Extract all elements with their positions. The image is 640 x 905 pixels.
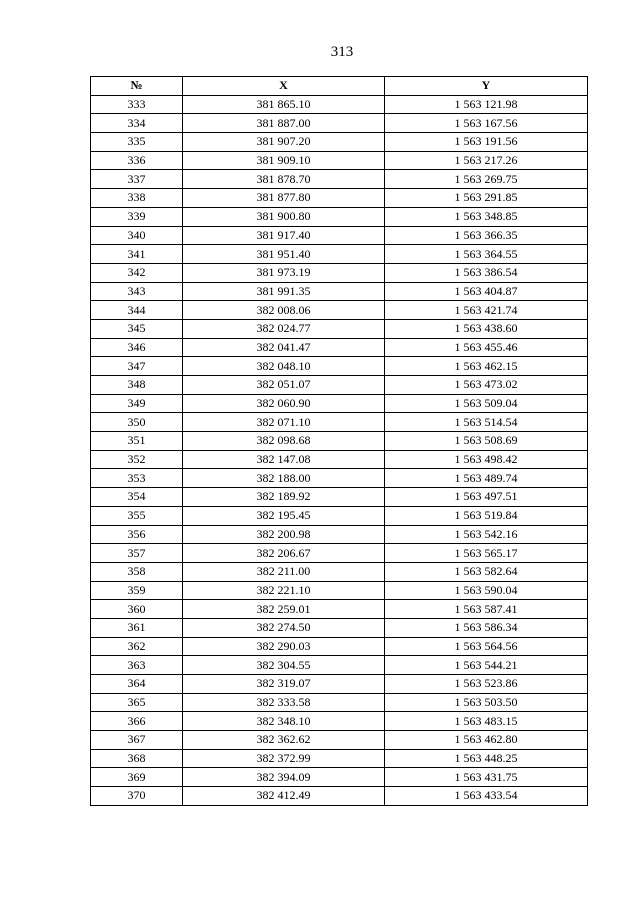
- table-row: [91, 114, 588, 133]
- table-row: [91, 731, 588, 750]
- table-row: [91, 170, 588, 189]
- cell-number: 341: [91, 245, 183, 264]
- cell-y: 1 563 542.16: [385, 525, 588, 544]
- cell-x: 382 071.10: [183, 413, 385, 432]
- table-row: [91, 656, 588, 675]
- table-row: [91, 319, 588, 338]
- cell-number: 348: [91, 376, 183, 395]
- cell-y: 1 563 431.75: [385, 768, 588, 787]
- cell-x: 382 290.03: [183, 637, 385, 656]
- table-row: [91, 95, 588, 114]
- header-number: №: [91, 77, 183, 96]
- table-row: [91, 263, 588, 282]
- cell-y: 1 563 291.85: [385, 189, 588, 208]
- cell-x: 382 348.10: [183, 712, 385, 731]
- cell-number: 338: [91, 189, 183, 208]
- cell-number: 357: [91, 544, 183, 563]
- cell-x: 381 887.00: [183, 114, 385, 133]
- cell-y: 1 563 497.51: [385, 488, 588, 507]
- cell-y: 1 563 421.74: [385, 301, 588, 320]
- cell-number: 346: [91, 338, 183, 357]
- table-row: [91, 469, 588, 488]
- table-row: [91, 562, 588, 581]
- cell-y: 1 563 348.85: [385, 207, 588, 226]
- table-row: [91, 675, 588, 694]
- cell-y: 1 563 489.74: [385, 469, 588, 488]
- cell-x: 382 206.67: [183, 544, 385, 563]
- cell-y: 1 563 519.84: [385, 506, 588, 525]
- table-row: [91, 376, 588, 395]
- cell-x: 382 195.45: [183, 506, 385, 525]
- cell-y: 1 563 364.55: [385, 245, 588, 264]
- table-row: [91, 207, 588, 226]
- cell-y: 1 563 523.86: [385, 675, 588, 694]
- table-row: [91, 133, 588, 152]
- cell-number: 352: [91, 450, 183, 469]
- cell-y: 1 563 473.02: [385, 376, 588, 395]
- cell-number: 350: [91, 413, 183, 432]
- cell-number: 360: [91, 600, 183, 619]
- cell-number: 358: [91, 562, 183, 581]
- cell-number: 368: [91, 749, 183, 768]
- cell-number: 343: [91, 282, 183, 301]
- cell-number: 370: [91, 787, 183, 806]
- header-x: X: [183, 77, 385, 96]
- cell-number: 337: [91, 170, 183, 189]
- cell-y: 1 563 544.21: [385, 656, 588, 675]
- table-header-row: [91, 77, 588, 96]
- cell-number: 354: [91, 488, 183, 507]
- table-row: [91, 282, 588, 301]
- cell-y: 1 563 462.80: [385, 731, 588, 750]
- cell-y: 1 563 455.46: [385, 338, 588, 357]
- cell-x: 382 051.07: [183, 376, 385, 395]
- cell-x: 381 917.40: [183, 226, 385, 245]
- cell-y: 1 563 269.75: [385, 170, 588, 189]
- cell-x: 382 319.07: [183, 675, 385, 694]
- cell-number: 342: [91, 263, 183, 282]
- cell-x: 381 973.19: [183, 263, 385, 282]
- cell-y: 1 563 565.17: [385, 544, 588, 563]
- cell-x: 382 147.08: [183, 450, 385, 469]
- cell-x: 382 362.62: [183, 731, 385, 750]
- table-row: [91, 525, 588, 544]
- cell-x: 382 189.92: [183, 488, 385, 507]
- table-row: [91, 394, 588, 413]
- table-row: [91, 712, 588, 731]
- cell-x: 381 907.20: [183, 133, 385, 152]
- cell-y: 1 563 586.34: [385, 618, 588, 637]
- cell-number: 345: [91, 319, 183, 338]
- cell-number: 364: [91, 675, 183, 694]
- cell-x: 382 412.49: [183, 787, 385, 806]
- cell-number: 362: [91, 637, 183, 656]
- cell-x: 381 878.70: [183, 170, 385, 189]
- cell-number: 359: [91, 581, 183, 600]
- cell-x: 382 211.00: [183, 562, 385, 581]
- cell-y: 1 563 587.41: [385, 600, 588, 619]
- table-row: [91, 450, 588, 469]
- table-row: [91, 301, 588, 320]
- cell-x: 382 188.00: [183, 469, 385, 488]
- cell-x: 382 259.01: [183, 600, 385, 619]
- table-row: [91, 338, 588, 357]
- cell-number: 356: [91, 525, 183, 544]
- cell-number: 366: [91, 712, 183, 731]
- table-row: [91, 432, 588, 451]
- header-y: Y: [385, 77, 588, 96]
- cell-number: 361: [91, 618, 183, 637]
- cell-number: 344: [91, 301, 183, 320]
- cell-x: 382 098.68: [183, 432, 385, 451]
- cell-number: 355: [91, 506, 183, 525]
- cell-x: 382 200.98: [183, 525, 385, 544]
- cell-y: 1 563 503.50: [385, 693, 588, 712]
- table-row: [91, 581, 588, 600]
- cell-x: 381 877.80: [183, 189, 385, 208]
- cell-x: 382 274.50: [183, 618, 385, 637]
- cell-y: 1 563 483.15: [385, 712, 588, 731]
- cell-number: 334: [91, 114, 183, 133]
- table-row: [91, 413, 588, 432]
- table-row: [91, 506, 588, 525]
- cell-number: 349: [91, 394, 183, 413]
- cell-number: 367: [91, 731, 183, 750]
- cell-number: 336: [91, 151, 183, 170]
- cell-number: 369: [91, 768, 183, 787]
- cell-y: 1 563 191.56: [385, 133, 588, 152]
- table-row: [91, 488, 588, 507]
- cell-y: 1 563 217.26: [385, 151, 588, 170]
- cell-y: 1 563 404.87: [385, 282, 588, 301]
- cell-y: 1 563 498.42: [385, 450, 588, 469]
- cell-x: 382 048.10: [183, 357, 385, 376]
- cell-y: 1 563 590.04: [385, 581, 588, 600]
- cell-number: 353: [91, 469, 183, 488]
- cell-x: 382 060.90: [183, 394, 385, 413]
- cell-number: 333: [91, 95, 183, 114]
- cell-x: 382 221.10: [183, 581, 385, 600]
- cell-y: 1 563 366.35: [385, 226, 588, 245]
- table-row: [91, 544, 588, 563]
- table-row: [91, 226, 588, 245]
- cell-y: 1 563 514.54: [385, 413, 588, 432]
- cell-x: 382 041.47: [183, 338, 385, 357]
- cell-number: 347: [91, 357, 183, 376]
- cell-x: 381 991.35: [183, 282, 385, 301]
- cell-y: 1 563 564.56: [385, 637, 588, 656]
- cell-x: 382 394.09: [183, 768, 385, 787]
- table-row: [91, 151, 588, 170]
- table-body: [91, 95, 588, 805]
- cell-x: 382 008.06: [183, 301, 385, 320]
- cell-number: 363: [91, 656, 183, 675]
- table-row: [91, 245, 588, 264]
- cell-number: 335: [91, 133, 183, 152]
- table-row: [91, 693, 588, 712]
- table-row: [91, 787, 588, 806]
- table-row: [91, 189, 588, 208]
- table-row: [91, 618, 588, 637]
- table-row: [91, 768, 588, 787]
- table-row: [91, 357, 588, 376]
- cell-x: 382 304.55: [183, 656, 385, 675]
- cell-y: 1 563 509.04: [385, 394, 588, 413]
- cell-x: 381 951.40: [183, 245, 385, 264]
- cell-x: 382 024.77: [183, 319, 385, 338]
- cell-number: 340: [91, 226, 183, 245]
- cell-x: 382 333.58: [183, 693, 385, 712]
- cell-x: 381 909.10: [183, 151, 385, 170]
- coordinates-table: [90, 76, 588, 806]
- cell-number: 339: [91, 207, 183, 226]
- cell-y: 1 563 462.15: [385, 357, 588, 376]
- page-number: 313: [330, 44, 354, 60]
- table-row: [91, 749, 588, 768]
- cell-x: 381 865.10: [183, 95, 385, 114]
- cell-number: 365: [91, 693, 183, 712]
- cell-y: 1 563 386.54: [385, 263, 588, 282]
- cell-y: 1 563 508.69: [385, 432, 588, 451]
- cell-number: 351: [91, 432, 183, 451]
- table-row: [91, 637, 588, 656]
- cell-x: 382 372.99: [183, 749, 385, 768]
- cell-y: 1 563 433.54: [385, 787, 588, 806]
- cell-y: 1 563 167.56: [385, 114, 588, 133]
- cell-y: 1 563 121.98: [385, 95, 588, 114]
- cell-y: 1 563 582.64: [385, 562, 588, 581]
- cell-y: 1 563 448.25: [385, 749, 588, 768]
- cell-x: 381 900.80: [183, 207, 385, 226]
- cell-y: 1 563 438.60: [385, 319, 588, 338]
- table-row: [91, 600, 588, 619]
